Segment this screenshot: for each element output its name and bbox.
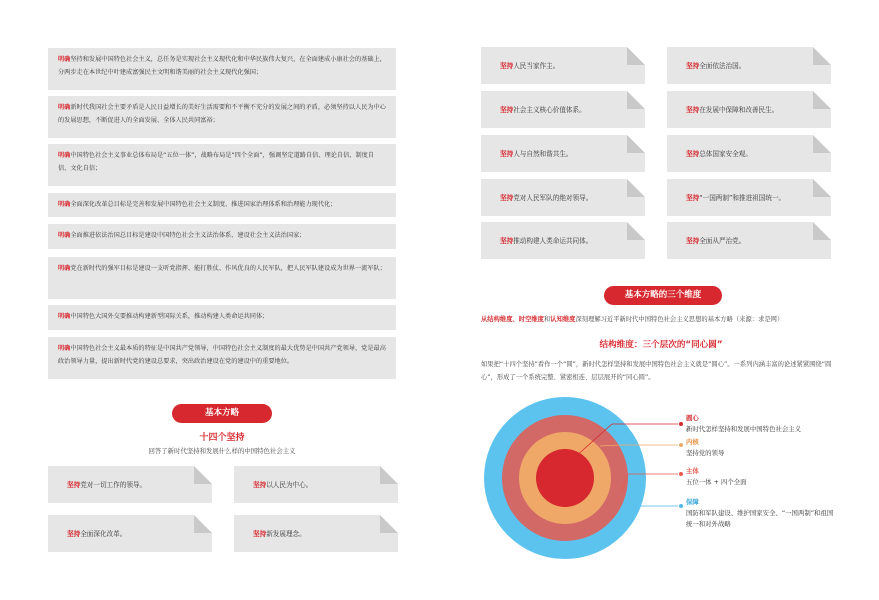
dot-guarantee [679,504,683,508]
paragraph-key: 明确 [58,56,71,63]
insist-keyword: 坚持 [253,529,267,538]
paragraph-box [48,305,396,330]
legend-title: 保障 [686,498,699,506]
legend-text: 坚持党的领导 [686,449,725,457]
insist-text: 人与自然和谐共生。 [513,149,573,158]
paragraph-box [48,193,396,217]
insist-card [481,222,645,259]
insist-text: “一国两制”和推进祖国统一。 [699,193,786,202]
paragraph-text: 全面深化改革总目标是完善和发展中国特色社会主义制度、推进国家治理体系和治理能力现代化； [70,201,337,208]
legend-center [686,413,836,435]
legend-text: 新时代怎样坚持和发展中国特色社会主义 [686,425,802,433]
legend-body [686,466,836,488]
insist-card [48,466,212,503]
insist-keyword: 坚持 [67,480,81,489]
insist-keyword: 坚持 [500,236,514,245]
insist-keyword: 坚持 [686,193,700,202]
paragraph-key: 明确 [58,152,71,159]
paragraph-key: 明确 [58,104,71,111]
insist-card [481,135,645,172]
insist-card [234,466,398,503]
ring-guarantee [484,397,646,559]
paragraph-key: 明确 [58,313,71,320]
paragraph-box [48,96,396,138]
connector-core [600,445,678,446]
insist-card [481,47,645,84]
ring-core [519,432,611,524]
paragraph-key: 明确 [58,232,71,239]
insist-keyword: 坚持 [67,529,81,538]
insist-text: 全面依法治国。 [699,61,746,70]
paragraph-box [48,48,396,90]
legend-title: 主体 [686,467,699,475]
paragraph-box [48,257,396,299]
dimensions-intro [481,314,841,325]
insist-card [481,179,645,216]
legend-guarantee [686,497,836,530]
insist-keyword: 坚持 [500,149,514,158]
insist-card [481,91,645,128]
insist-keyword: 坚持 [500,61,514,70]
legend-title: 内核 [686,438,699,446]
insist-text: 党对人民军队的绝对领导。 [513,193,593,202]
paragraph-text: 中国特色社会主义事业总体布局是“五位一体”，战略布局是“四个全面”，强调坚定道路自信、理论自信、制度自信、文化自信； [58,152,375,172]
fourteen-insists-desc: 回答了新时代坚持和发展什么样的中国特色社会主义 [148,447,296,455]
basic-strategy-pill: 基本方略 [172,404,272,423]
insist-keyword: 坚持 [500,193,514,202]
insist-keyword: 坚持 [686,236,700,245]
paragraph-key: 明确 [58,265,71,272]
legend-text: 五位一体 + 四个全面 [686,478,747,486]
insist-keyword: 坚持 [686,105,700,114]
insist-card [667,179,831,216]
insist-text: 新发展理念。 [266,529,306,538]
insist-text: 在发展中保障和改善民生。 [699,105,779,114]
fourteen-insists-title: 十四个坚持 [199,433,245,443]
insist-keyword: 坚持 [686,149,700,158]
insist-text: 社会主义核心价值体系。 [513,105,586,114]
paragraph-text: 坚持和发展中国特色社会主义，总任务是实现社会主义现代化和中华民族伟大复兴，在全面建成小康社会的基础上，分两步走在本世纪中叶建成富强民主文明和谐美丽的社会主义现代化强国； [58,56,386,76]
legend-text: 国防和军队建设、维护国家安全、“一国两制”和祖国统一和对外战略 [686,509,834,528]
paragraph-box [48,224,396,249]
legend-core [686,437,836,459]
paragraph-box [48,337,396,379]
dot-core [679,443,683,447]
insist-card [667,135,831,172]
intro-red-3: 认知维度 [550,316,576,323]
insist-text: 全面深化改革。 [80,529,127,538]
insist-card [667,91,831,128]
paragraph-key: 明确 [58,201,71,208]
insist-text: 全面从严治党。 [699,236,746,245]
three-dimensions-pill: 基本方略的三个维度 [604,286,722,305]
dot-body [679,472,683,476]
insist-keyword: 坚持 [253,480,267,489]
structure-dimension-paragraph: 如果把“十四个坚持”看作一个“圆”，新时代怎样坚持和发展中国特色社会主义就是“圆心”。一系列内涵丰富的论述紧紧围绕“圆心”，形成了一个系统完整、紧密相连、层层展开的“同心圆”。 [481,361,832,381]
ring-center [536,449,594,507]
connector-center [574,424,678,458]
insist-card [667,222,831,259]
intro-red-1: 从结构维度、 [481,316,519,323]
legend-title: 圆心 [686,414,699,422]
insist-text: 党对一切工作的领导。 [80,480,147,489]
paragraph-text: 党在新时代的强军目标是建设一支听党指挥、能打胜仗、作风优良的人民军队，把人民军队建设成为世界一流军队； [70,265,386,272]
paragraph-text: 中国特色社会主义最本质的特征是中国共产党领导，中国特色社会主义制度的最大优势是中国共产党领导，党是最高政治领导力量，提出新时代党的建设总要求，突出政治建设在党的建设中的重要地位。 [58,345,386,365]
structure-dimension-title: 结构维度：三个层次的“同心圆” [599,340,723,350]
insist-card [48,515,212,552]
insist-text: 人民当家作主。 [513,61,560,70]
paragraph-text: 全面推进依法治国总目标是建设中国特色社会主义法治体系、建设社会主义法治国家； [70,232,306,239]
ring-body [502,415,628,541]
intro-and: 和 [543,316,551,323]
insist-card [234,515,398,552]
intro-red-2: 时空维度 [518,316,544,323]
paragraph-key: 明确 [58,345,71,352]
insist-text: 总体国家安全观。 [699,149,752,158]
insist-text: 推动构建人类命运共同体。 [513,236,593,245]
intro-rest: 深刻理解习近平新时代中国特色社会主义思想的基本方略（来源：求是网） [575,316,784,323]
paragraph-box [48,144,396,186]
insist-card [667,47,831,84]
dot-center [679,422,683,426]
insist-keyword: 坚持 [686,61,700,70]
paragraph-text: 新时代我国社会主要矛盾是人民日益增长的美好生活需要和不平衡不充分的发展之间的矛盾，必须坚持以人民为中心的发展思想，不断促进人的全面发展、全体人民共同富裕； [58,104,386,124]
insist-text: 以人民为中心。 [266,480,313,489]
insist-keyword: 坚持 [500,105,514,114]
paragraph-text: 中国特色大国外交要推动构建新型国际关系，推动构建人类命运共同体； [70,313,269,320]
connector-body [621,474,678,492]
